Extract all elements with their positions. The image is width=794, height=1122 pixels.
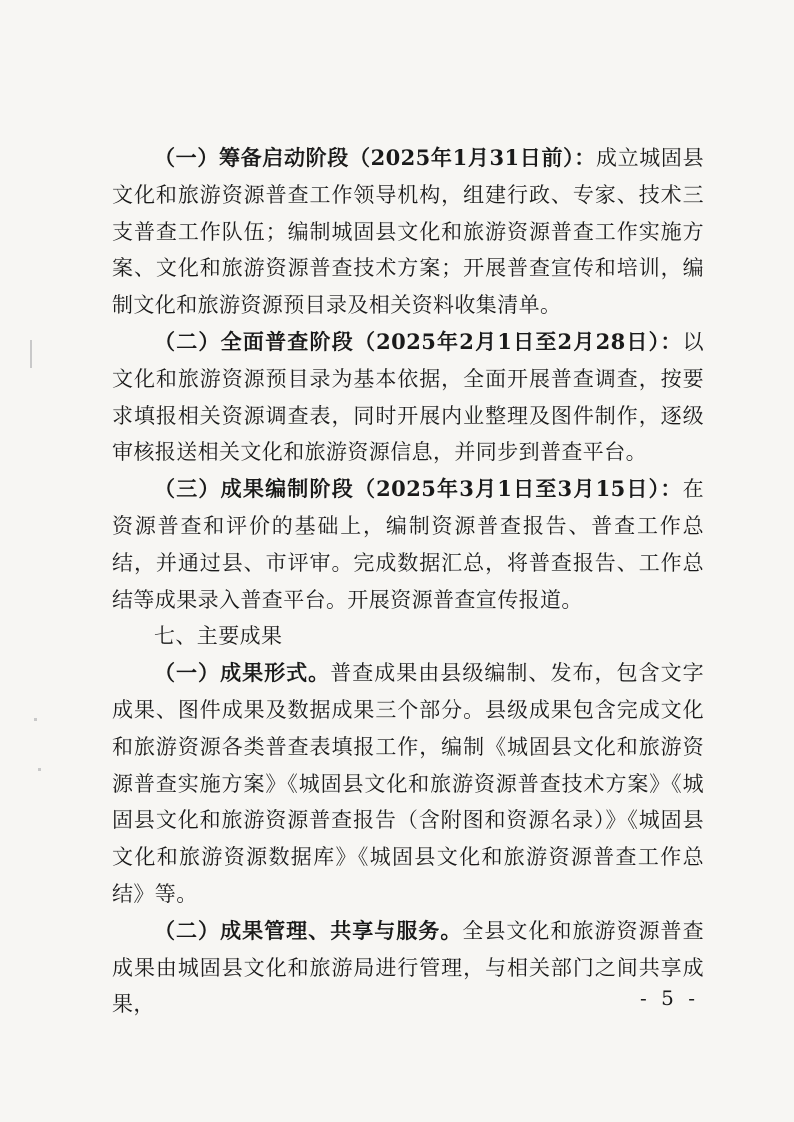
phase-paragraph <box>112 140 704 324</box>
page-number: - 5 - <box>640 986 699 1010</box>
phase-body: 成立城固县文化和旅游资源普查工作领导机构，组建行政、专家、技术三支普查工作队伍；编制城固县文化和旅游资源普查工作实施方案、文化和旅游资源普查技术方案；开展普查宣传和培训，编制文化和旅游资源预目录及相关资料收集清单。 <box>112 146 704 318</box>
scan-artifact <box>34 718 37 721</box>
phase-paragraph <box>112 324 704 471</box>
results-body: 全县文化和旅游资源普查成果由城固县文化和旅游局进行管理，与相关部门之间共享成果， <box>112 918 704 1017</box>
scan-artifact <box>30 340 32 368</box>
results-paragraph <box>112 913 704 1023</box>
phase-heading: （三）成果编制阶段（2025年3月1日至3月15日）： <box>154 476 683 502</box>
phase-body: 以文化和旅游资源预目录为基本依据，全面开展普查调查，按要求填报相关资源调查表，同时开展内业整理及图件制作，逐级审核报送相关文化和旅游资源信息，并同步到普查平台。 <box>112 329 704 465</box>
scan-artifact <box>38 768 41 771</box>
results-body: 普查成果由县级编制、发布，包含文字成果、图件成果及数据成果三个部分。县级成果包含完成文化和旅游资源各类普查表填报工作，编制《城固县文化和旅游资源普查实施方案》《城固县文化和旅游资源普查技术方案》《城固县文化和旅游资源普查报告（含附图和资源名录）》《城固县文化和旅游资源数据库》《城固县文化和旅游资源普查工作总结》等。 <box>112 661 704 906</box>
phase-heading: （一）筹备启动阶段（2025年1月31日前）： <box>154 145 596 170</box>
section-heading: 七、主要成果 <box>154 624 283 649</box>
results-heading: （一）成果形式。 <box>154 660 331 686</box>
phase-heading: （二）全面普查阶段（2025年2月1日至2月28日）： <box>154 328 683 354</box>
body-text <box>112 140 704 1023</box>
phase-body: 在资源普查和评价的基础上，编制资源普查报告、普查工作总结，并通过县、市评审。完成数据汇总，将普查报告、工作总结等成果录入普查平台。开展资源普查宣传报道。 <box>112 477 704 612</box>
results-paragraph <box>112 655 704 913</box>
phase-paragraph <box>112 471 704 618</box>
results-heading: （二）成果管理、共享与服务。 <box>154 917 463 943</box>
